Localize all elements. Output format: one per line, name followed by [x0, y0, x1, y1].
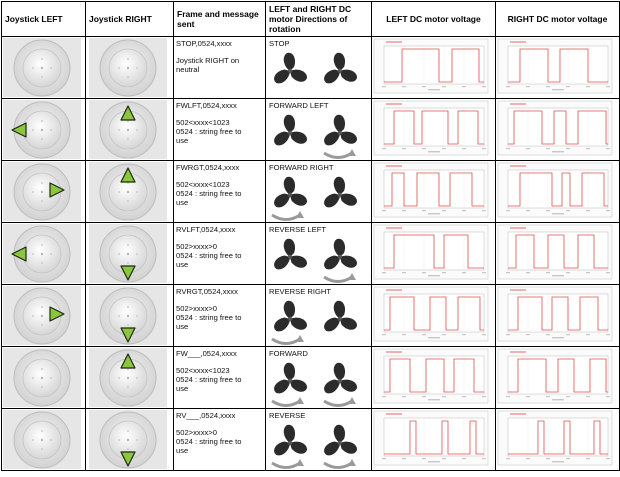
frame-command: FW___,0524,xxxx: [176, 349, 237, 358]
rotation-label: FORWARD LEFT: [269, 101, 329, 110]
joystick-right-icon: [86, 37, 170, 98]
rotation-label: REVERSE: [269, 411, 306, 420]
header-joystick-left: Joystick LEFT: [2, 2, 86, 37]
table-row: [2, 285, 620, 347]
right-voltage-cell: [496, 37, 620, 99]
rotation-cell: [266, 161, 372, 223]
header-joystick-right: Joystick RIGHT: [86, 2, 174, 37]
right-voltage-plot: [496, 161, 614, 219]
frame-command: FWRGT,0524,xxxx: [176, 163, 240, 172]
right-voltage-cell: [496, 99, 620, 161]
left-voltage-plot: [372, 99, 490, 157]
rotation-cell: [266, 347, 372, 409]
rotation-label: FORWARD RIGHT: [269, 163, 334, 172]
frame-description: 502>xxxx>0: [176, 242, 217, 251]
frame-cell: [174, 347, 266, 409]
joystick-left-icon: [2, 285, 82, 346]
rotation-arrow-icon: [324, 397, 356, 406]
joystick-right-icon: [86, 409, 170, 470]
left-voltage-cell: [372, 285, 496, 347]
joystick-left-cell: [2, 161, 86, 223]
frame-description: 502>xxxx>0: [176, 304, 217, 313]
frame-description: use: [176, 446, 189, 455]
frame-description: use: [176, 384, 189, 393]
rotation-cell: [266, 285, 372, 347]
joystick-left-icon: [2, 223, 82, 284]
frame-description: 0524 : string free to: [176, 313, 242, 322]
joystick-left-icon: [2, 99, 82, 160]
joystick-left-icon: [2, 409, 82, 470]
right-fan-icon: [322, 53, 359, 86]
rotation-cell: [266, 99, 372, 161]
frame-description: neutral: [176, 65, 200, 74]
frame-description: 502<xxxx<1023: [176, 366, 230, 375]
left-voltage-cell: [372, 99, 496, 161]
control-table: [1, 1, 620, 471]
left-fan-icon: [272, 301, 309, 334]
joystick-left-icon: [2, 37, 82, 98]
frame-description: use: [176, 198, 189, 207]
frame-description: 0524 : string free to: [176, 127, 242, 136]
frame-description: 502>xxxx>0: [176, 428, 217, 437]
header-row: [2, 2, 620, 37]
joystick-right-cell: [86, 223, 174, 285]
left-voltage-cell: [372, 409, 496, 471]
joystick-right-icon: [86, 161, 170, 222]
rotation-arrow-icon: [272, 211, 304, 220]
frame-description: 0524 : string free to: [176, 437, 242, 446]
rotation-label: REVERSE RIGHT: [269, 287, 332, 296]
header-right-voltage: RIGHT DC motor voltage: [496, 2, 620, 37]
table-row: [2, 223, 620, 285]
joystick-right-cell: [86, 285, 174, 347]
table-row: [2, 37, 620, 99]
rotation-arrow-icon: [272, 397, 304, 406]
right-voltage-plot: [496, 347, 614, 405]
right-voltage-cell: [496, 223, 620, 285]
joystick-left-cell: [2, 409, 86, 471]
table-row: [2, 99, 620, 161]
left-fan-icon: [272, 115, 309, 148]
joystick-left-cell: [2, 37, 86, 99]
frame-description: 502<xxxx<1023: [176, 118, 230, 127]
joystick-left-cell: [2, 223, 86, 285]
rotation-arrow-icon: [324, 459, 356, 468]
frame-cell: [174, 161, 266, 223]
table-row: [2, 409, 620, 471]
left-fan-icon: [272, 239, 309, 272]
header-left-voltage: LEFT DC motor voltage: [372, 2, 496, 37]
left-fan-icon: [272, 177, 309, 210]
right-voltage-plot: [496, 99, 614, 157]
frame-description: use: [176, 260, 189, 269]
left-voltage-plot: [372, 285, 490, 343]
right-fan-icon: [322, 363, 359, 396]
rotation-label: REVERSE LEFT: [269, 225, 326, 234]
rotation-label: STOP: [269, 39, 290, 48]
frame-command: STOP,0524,xxxx: [176, 39, 232, 48]
right-voltage-cell: [496, 285, 620, 347]
table-row: [2, 347, 620, 409]
joystick-left-cell: [2, 99, 86, 161]
frame-cell: [174, 285, 266, 347]
frame-cell: [174, 409, 266, 471]
frame-command: FWLFT,0524,xxxx: [176, 101, 237, 110]
left-voltage-cell: [372, 161, 496, 223]
right-fan-icon: [322, 301, 359, 334]
frame-command: RVRGT,0524,xxxx: [176, 287, 238, 296]
left-voltage-plot: [372, 223, 490, 281]
rotation-cell: [266, 223, 372, 285]
joystick-right-icon: [86, 347, 170, 408]
joystick-left-icon: [2, 347, 82, 408]
frame-cell: [174, 223, 266, 285]
frame-description: use: [176, 136, 189, 145]
joystick-left-icon: [2, 161, 82, 222]
frame-cell: [174, 99, 266, 161]
frame-command: RVLFT,0524,xxxx: [176, 225, 236, 234]
left-voltage-plot: [372, 409, 490, 467]
joystick-right-cell: [86, 161, 174, 223]
joystick-right-icon: [86, 99, 170, 160]
joystick-left-cell: [2, 285, 86, 347]
rotation-arrow-icon: [324, 273, 356, 282]
right-voltage-cell: [496, 347, 620, 409]
left-fan-icon: [272, 425, 309, 458]
right-voltage-plot: [496, 409, 614, 467]
left-voltage-plot: [372, 37, 490, 95]
right-fan-icon: [322, 177, 359, 210]
frame-description: Joystick RIGHT on: [176, 56, 240, 65]
right-voltage-cell: [496, 409, 620, 471]
joystick-right-cell: [86, 347, 174, 409]
joystick-right-icon: [86, 223, 170, 284]
rotation-cell: [266, 409, 372, 471]
right-voltage-plot: [496, 37, 614, 95]
rotation-cell: [266, 37, 372, 99]
header-frame: Frame and message sent: [174, 2, 266, 37]
right-voltage-cell: [496, 161, 620, 223]
rotation-arrow-icon: [272, 335, 304, 344]
joystick-left-cell: [2, 347, 86, 409]
frame-description: use: [176, 322, 189, 331]
joystick-right-cell: [86, 37, 174, 99]
rotation-arrow-icon: [272, 459, 304, 468]
frame-description: 0524 : string free to: [176, 251, 242, 260]
right-fan-icon: [322, 425, 359, 458]
left-voltage-cell: [372, 347, 496, 409]
frame-command: RV___,0524,xxxx: [176, 411, 236, 420]
right-voltage-plot: [496, 285, 614, 343]
header-rotation: LEFT and RIGHT DC motor Directions of rotation: [266, 2, 372, 37]
rotation-arrow-icon: [324, 149, 356, 158]
frame-description: 0524 : string free to: [176, 375, 242, 384]
joystick-right-icon: [86, 285, 170, 346]
right-fan-icon: [322, 239, 359, 272]
left-voltage-cell: [372, 37, 496, 99]
right-fan-icon: [322, 115, 359, 148]
left-voltage-cell: [372, 223, 496, 285]
left-fan-icon: [272, 53, 309, 86]
frame-description: 0524 : string free to: [176, 189, 242, 198]
left-fan-icon: [272, 363, 309, 396]
frame-cell: [174, 37, 266, 99]
frame-description: 502<xxxx<1023: [176, 180, 230, 189]
left-voltage-plot: [372, 161, 490, 219]
table-row: [2, 161, 620, 223]
right-voltage-plot: [496, 223, 614, 281]
rotation-label: FORWARD: [269, 349, 308, 358]
joystick-right-cell: [86, 99, 174, 161]
left-voltage-plot: [372, 347, 490, 405]
joystick-right-cell: [86, 409, 174, 471]
